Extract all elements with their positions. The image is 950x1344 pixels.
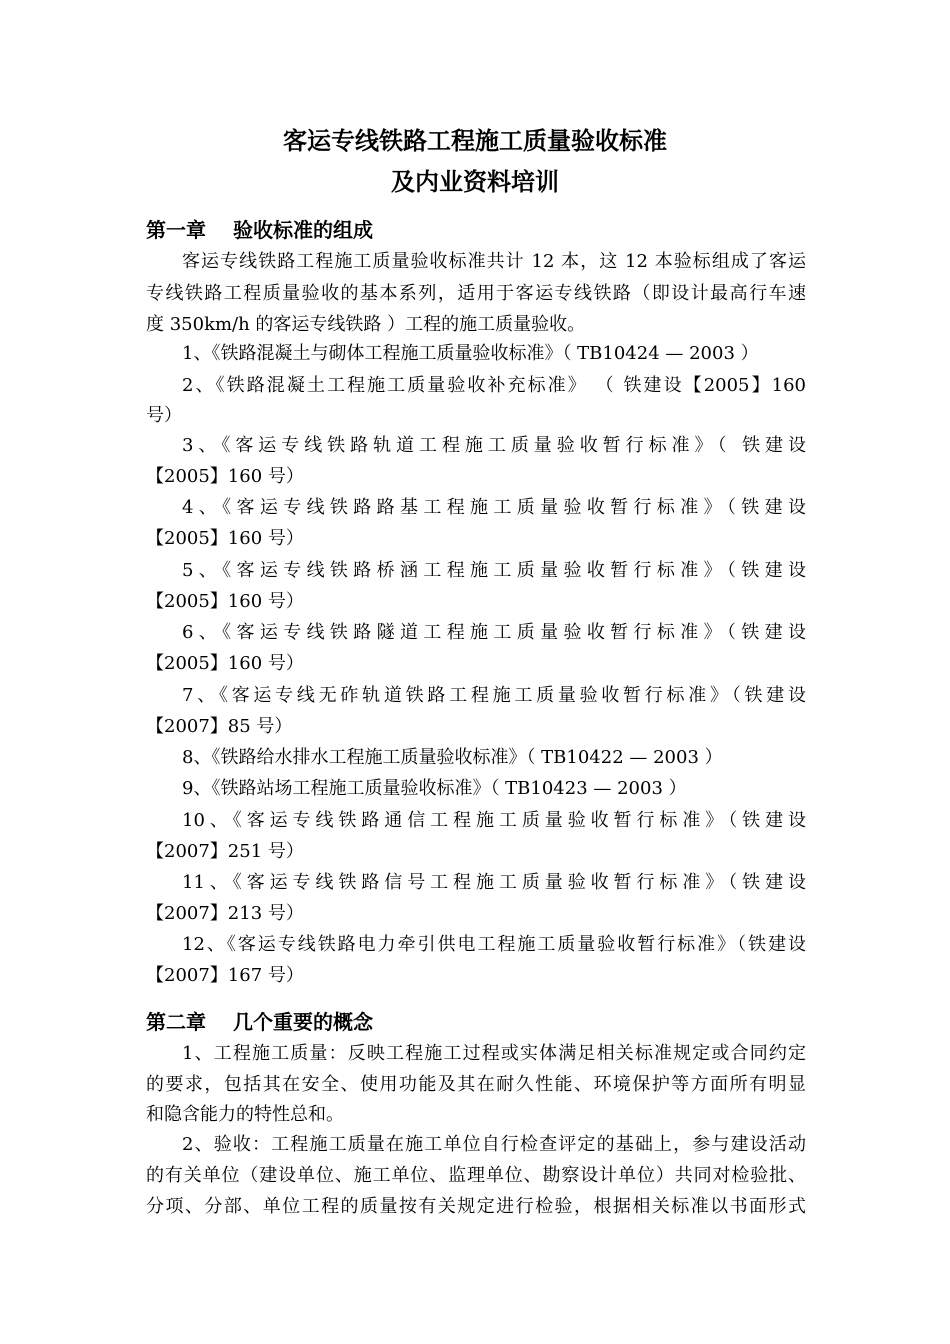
chapter-2-heading: 第二章 几个重要的概念 bbox=[146, 1010, 373, 1034]
standard-8: 8、《铁路给水排水工程施工质量验收标准》（ TB10422 — 2003 ） bbox=[182, 747, 723, 768]
chapter-1-intro-line-3: 度 350km/h 的客运专线铁路 ）工程的施工质量验收。 bbox=[146, 314, 586, 335]
standard-11-line-2: 【2007】213 号） bbox=[146, 903, 304, 924]
standard-7-line-1: 7、《客运专线无砟轨道铁路工程施工质量验收暂行标准》（铁建设 bbox=[182, 685, 806, 706]
concept-1-line-1: 1、工程施工质量：反映工程施工过程或实体满足相关标准规定或合同约定 bbox=[182, 1043, 806, 1064]
standard-6-line-2: 【2005】160 号） bbox=[146, 653, 304, 674]
chapter-1-heading: 第一章 验收标准的组成 bbox=[146, 218, 373, 242]
document-title-line-1: 客运专线铁路工程施工质量验收标准 bbox=[283, 126, 667, 155]
standard-10-line-1: 10、《客运专线铁路通信工程施工质量验收暂行标准》（铁建设 bbox=[182, 810, 806, 831]
document-title-line-2: 及内业资料培训 bbox=[391, 167, 559, 196]
standard-5-line-2: 【2005】160 号） bbox=[146, 591, 304, 612]
concept-2-line-2: 的有关单位（建设单位、施工单位、监理单位、勘察设计单位）共同对检验批、 bbox=[146, 1165, 806, 1186]
chapter-1-intro-line-1: 客运专线铁路工程施工质量验收标准共计 12 本，这 12 本验标组成了客运 bbox=[182, 251, 806, 272]
concept-2-line-1: 2、验收：工程施工质量在施工单位自行检查评定的基础上，参与建设活动 bbox=[182, 1134, 806, 1155]
standard-5-line-1: 5、《客运专线铁路桥涵工程施工质量验收暂行标准》（铁建设 bbox=[182, 560, 806, 581]
standard-4-line-2: 【2005】160 号） bbox=[146, 528, 304, 549]
standard-1: 1、《铁路混凝土与砌体工程施工质量验收标准》（ TB10424 — 2003 ） bbox=[182, 343, 759, 364]
standard-7-line-2: 【2007】85 号） bbox=[146, 716, 293, 737]
standard-10-line-2: 【2007】251 号） bbox=[146, 841, 304, 862]
standard-2-line-2: 号） bbox=[146, 405, 182, 426]
concept-1-line-3: 和隐含能力的特性总和。 bbox=[146, 1104, 344, 1125]
standard-11-line-1: 11、《客运专线铁路信号工程施工质量验收暂行标准》（铁建设 bbox=[182, 872, 806, 893]
standard-3-line-2: 【2005】160 号） bbox=[146, 466, 304, 487]
concept-2-line-3: 分项、分部、单位工程的质量按有关规定进行检验，根据相关标准以书面形式 bbox=[146, 1196, 806, 1217]
standard-12-line-1: 12、《客运专线铁路电力牵引供电工程施工质量验收暂行标准》（铁建设 bbox=[182, 934, 806, 955]
standard-4-line-1: 4、《客运专线铁路路基工程施工质量验收暂行标准》（铁建设 bbox=[182, 497, 806, 518]
standard-9: 9、《铁路站场工程施工质量验收标准》（ TB10423 — 2003 ） bbox=[182, 778, 687, 799]
standard-3-line-1: 3、《客运专线铁路轨道工程施工质量验收暂行标准》（ 铁建设 bbox=[182, 435, 806, 456]
standard-6-line-1: 6、《客运专线铁路隧道工程施工质量验收暂行标准》（铁建设 bbox=[182, 622, 806, 643]
concept-1-line-2: 的要求，包括其在安全、使用功能及其在耐久性能、环境保护等方面所有明显 bbox=[146, 1074, 806, 1095]
standard-12-line-2: 【2007】167 号） bbox=[146, 965, 304, 986]
standard-2-line-1: 2、《铁路混凝土工程施工质量验收补充标准》 （ 铁建设【2005】160 bbox=[182, 375, 806, 396]
chapter-1-intro-line-2: 专线铁路工程质量验收的基本系列，适用于客运专线铁路（即设计最高行车速 bbox=[146, 283, 806, 304]
